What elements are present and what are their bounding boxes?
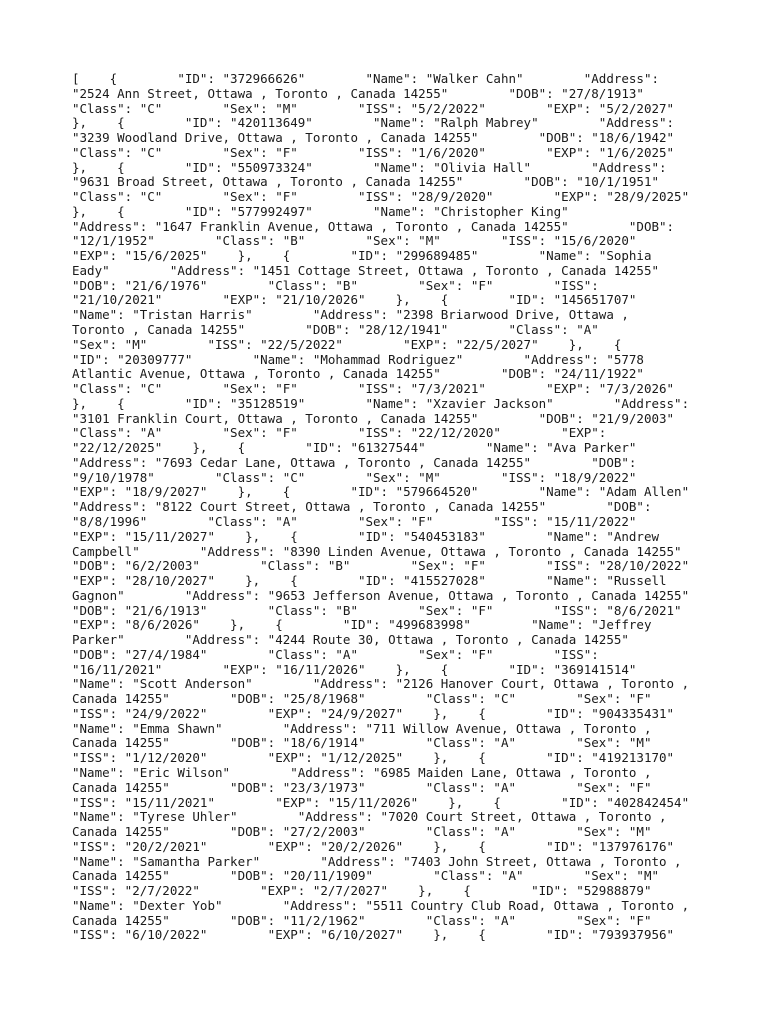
text-line: Gagnon" "Address": "9653 Jefferson Avenue, Ottawa , Toronto , Canada 14255": [72, 587, 690, 603]
text-line: "Class": "A" "Sex": "F" "ISS": "22/12/2020" "EXP":: [72, 425, 607, 441]
text-line: Canada 14255" "DOB": "11/2/1962" "Class": "A" "Sex": "F": [72, 912, 652, 928]
text-line: Canada 14255" "DOB": "25/8/1968" "Class": "C" "Sex": "F": [72, 691, 652, 707]
text-line: "3239 Woodland Drive, Ottawa , Toronto , Canada 14255" "DOB": "18/6/1942": [72, 130, 675, 146]
text-line: "Address": "7693 Cedar Lane, Ottawa , Toronto , Canada 14255" "DOB":: [72, 454, 637, 470]
text-line: "ISS": "20/2/2021" "EXP": "20/2/2026" }, { "ID": "137976176": [72, 838, 675, 854]
document-text: [72, 72, 696, 943]
text-line: "16/11/2021" "EXP": "16/11/2026" }, { "ID": "369141514": [72, 661, 637, 677]
text-line: "9/10/1978" "Class": "C" "Sex": "M" "ISS": "18/9/2022": [72, 469, 637, 485]
text-line: Toronto , Canada 14255" "DOB": "28/12/1941" "Class": "A": [72, 322, 599, 338]
text-line: "ISS": "2/7/2022" "EXP": "2/7/2027" }, { "ID": "52988879": [72, 883, 652, 899]
text-line: "EXP": "15/11/2027" }, { "ID": "540453183" "Name": "Andrew: [72, 528, 659, 544]
text-line: "EXP": "18/9/2027" }, { "ID": "579664520" "Name": "Adam Allen": [72, 484, 690, 500]
text-line: "ISS": "24/9/2022" "EXP": "24/9/2027" }, { "ID": "904335431": [72, 705, 675, 721]
text-line: "Name": "Scott Anderson" "Address": "2126 Hanover Court, Ottawa , Toronto ,: [72, 676, 690, 692]
text-line: "Address": "8122 Court Street, Ottawa , Toronto , Canada 14255" "DOB":: [72, 499, 652, 515]
text-line: "DOB": "21/6/1976" "Class": "B" "Sex": "F" "ISS":: [72, 277, 599, 293]
text-line: "ISS": "1/12/2020" "EXP": "1/12/2025" }, { "ID": "419213170": [72, 750, 675, 766]
text-line: "ID": "20309777" "Name": "Mohammad Rodriguez" "Address": "5778: [72, 351, 644, 367]
text-line: "EXP": "15/6/2025" }, { "ID": "299689485" "Name": "Sophia: [72, 248, 652, 264]
text-line: Canada 14255" "DOB": "20/11/1909" "Class": "A" "Sex": "M": [72, 868, 659, 884]
text-line: "Name": "Samantha Parker" "Address": "7403 John Street, Ottawa , Toronto ,: [72, 853, 682, 869]
text-line: }, { "ID": "577992497" "Name": "Christopher King": [72, 203, 569, 219]
text-line: "9631 Broad Street, Ottawa , Toronto , Canada 14255" "DOB": "10/1/1951": [72, 174, 659, 190]
text-line: "Class": "C" "Sex": "F" "ISS": "7/3/2021" "EXP": "7/3/2026": [72, 381, 675, 397]
text-line: Canada 14255" "DOB": "18/6/1914" "Class": "A" "Sex": "M": [72, 735, 652, 751]
text-line: "Address": "1647 Franklin Avenue, Ottawa , Toronto , Canada 14255" "DOB":: [72, 218, 675, 234]
text-line: "DOB": "6/2/2003" "Class": "B" "Sex": "F" "ISS": "28/10/2022": [72, 558, 690, 574]
text-line: }, { "ID": "550973324" "Name": "Olivia Hall" "Address":: [72, 159, 667, 175]
text-line: "Name": "Emma Shawn" "Address": "711 Willow Avenue, Ottawa , Toronto ,: [72, 720, 652, 736]
text-line: "DOB": "21/6/1913" "Class": "B" "Sex": "F" "ISS": "8/6/2021": [72, 602, 682, 618]
text-line: "8/8/1996" "Class": "A" "Sex": "F" "ISS": "15/11/2022": [72, 513, 637, 529]
text-line: Campbell" "Address": "8390 Linden Avenue, Ottawa , Toronto , Canada 14255": [72, 543, 682, 559]
text-line: [ { "ID": "372966626" "Name": "Walker Cahn" "Address":: [72, 71, 659, 86]
text-line: "Class": "C" "Sex": "M" "ISS": "5/2/2022" "EXP": "5/2/2027": [72, 100, 675, 116]
text-line: "EXP": "8/6/2026" }, { "ID": "499683998" "Name": "Jeffrey: [72, 617, 652, 633]
text-line: "Sex": "M" "ISS": "22/5/2022" "EXP": "22/5/2027" }, {: [72, 336, 622, 352]
text-line: }, { "ID": "420113649" "Name": "Ralph Mabrey" "Address":: [72, 115, 675, 131]
text-line: "ISS": "15/11/2021" "EXP": "15/11/2026" }, { "ID": "402842454": [72, 794, 690, 810]
text-line: Atlantic Avenue, Ottawa , Toronto , Canada 14255" "DOB": "24/11/1922": [72, 366, 644, 382]
text-line: "ISS": "6/10/2022" "EXP": "6/10/2027" }, { "ID": "793937956": [72, 927, 675, 943]
text-line: Canada 14255" "DOB": "23/3/1973" "Class": "A" "Sex": "F": [72, 779, 652, 795]
text-line: "12/1/1952" "Class": "B" "Sex": "M" "ISS": "15/6/2020": [72, 233, 637, 249]
text-line: "Class": "C" "Sex": "F" "ISS": "1/6/2020" "EXP": "1/6/2025": [72, 144, 675, 160]
text-line: "21/10/2021" "EXP": "21/10/2026" }, { "ID": "145651707": [72, 292, 637, 308]
text-line: }, { "ID": "35128519" "Name": "Xzavier Jackson" "Address":: [72, 395, 690, 411]
text-line: "Name": "Dexter Yob" "Address": "5511 Country Club Road, Ottawa , Toronto ,: [72, 897, 690, 913]
text-line: Eady" "Address": "1451 Cottage Street, Ottawa , Toronto , Canada 14255": [72, 262, 659, 278]
text-line: Canada 14255" "DOB": "27/2/2003" "Class": "A" "Sex": "M": [72, 824, 652, 840]
text-line: "EXP": "28/10/2027" }, { "ID": "415527028" "Name": "Russell: [72, 573, 667, 589]
text-line: Parker" "Address": "4244 Route 30, Ottawa , Toronto , Canada 14255": [72, 632, 629, 648]
text-line: "2524 Ann Street, Ottawa , Toronto , Canada 14255" "DOB": "27/8/1913": [72, 85, 644, 101]
text-line: "Name": "Tristan Harris" "Address": "2398 Briarwood Drive, Ottawa ,: [72, 307, 629, 323]
text-line: "Name": "Tyrese Uhler" "Address": "7020 Court Street, Ottawa , Toronto ,: [72, 809, 667, 825]
text-line: "Name": "Eric Wilson" "Address": "6985 Maiden Lane, Ottawa , Toronto ,: [72, 764, 652, 780]
text-line: "22/12/2025" }, { "ID": "61327544" "Name": "Ava Parker": [72, 440, 637, 456]
text-line: "DOB": "27/4/1984" "Class": "A" "Sex": "F" "ISS":: [72, 646, 599, 662]
text-line: "Class": "C" "Sex": "F" "ISS": "28/9/2020" "EXP": "28/9/2025": [72, 189, 690, 205]
text-line: "3101 Franklin Court, Ottawa , Toronto , Canada 14255" "DOB": "21/9/2003": [72, 410, 675, 426]
